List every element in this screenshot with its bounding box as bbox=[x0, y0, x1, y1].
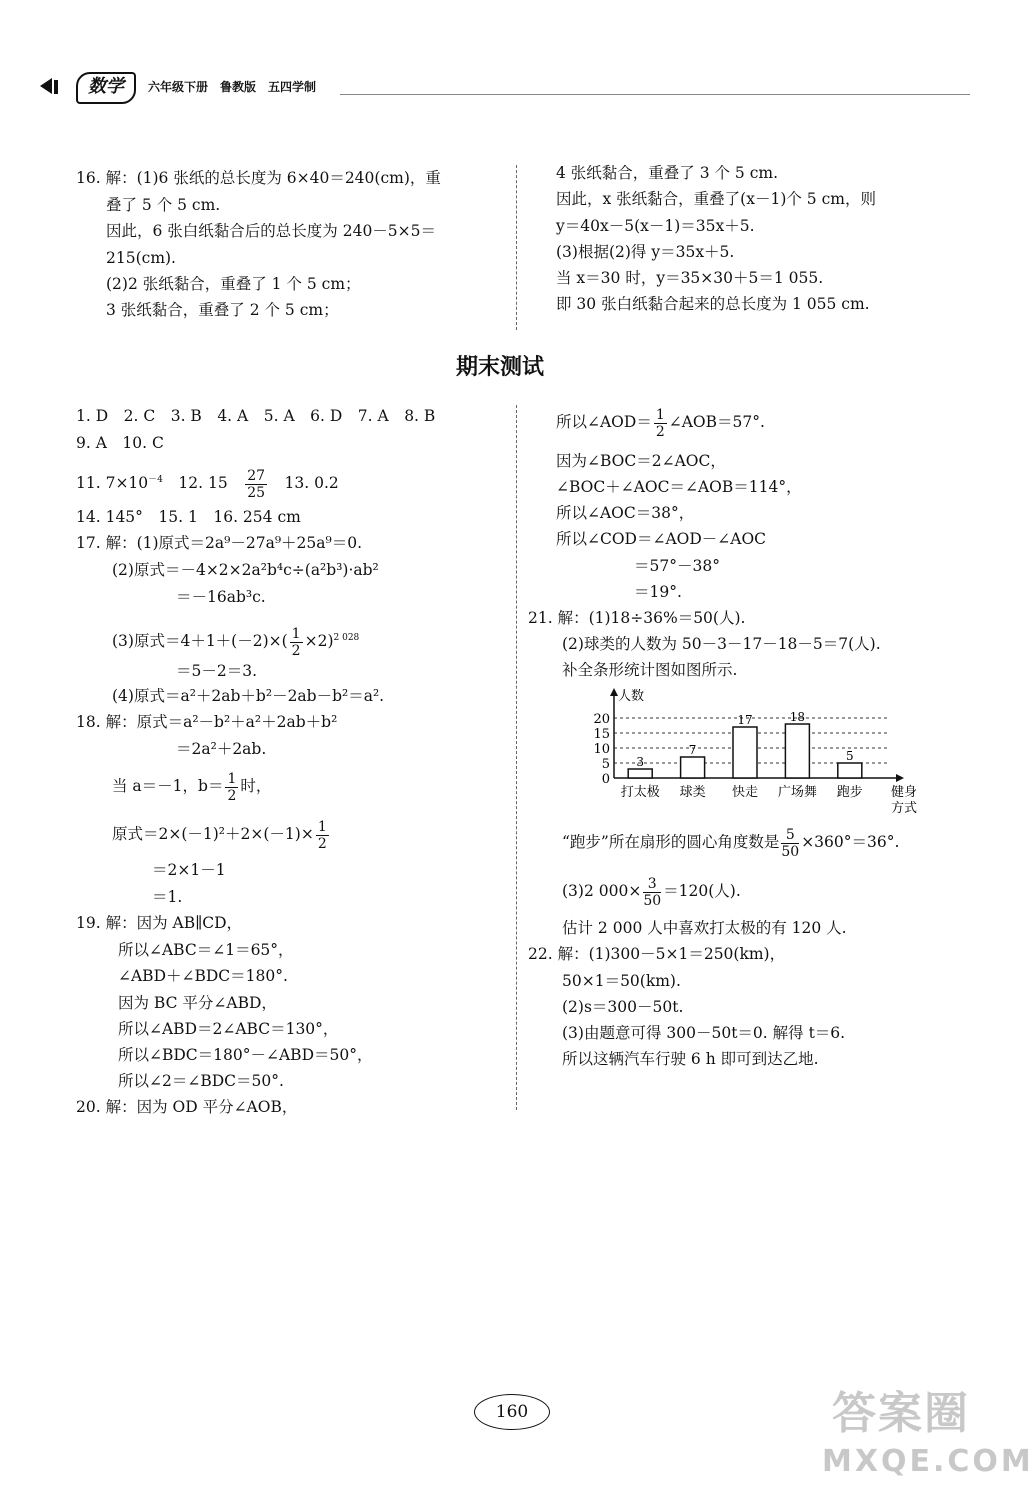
ans-11: 11. 7×10 bbox=[76, 474, 149, 493]
q16-line-4: 215(cm). bbox=[106, 249, 176, 267]
fraction-den: 2 bbox=[317, 835, 327, 852]
y-axis-label: 人数 bbox=[618, 689, 645, 704]
q17-3-b: ×2) bbox=[304, 632, 334, 651]
q20-r1 bbox=[556, 402, 765, 442]
bar bbox=[681, 757, 705, 778]
bar-value-label: 3 bbox=[636, 755, 645, 769]
bar-value-label: 7 bbox=[688, 743, 697, 757]
category-label: 跑步 bbox=[836, 785, 863, 800]
q21-r5 bbox=[562, 871, 741, 911]
q17-3-exp: 2 028 bbox=[333, 633, 360, 643]
q18-line-6: ＝1. bbox=[152, 888, 183, 906]
bar bbox=[785, 724, 809, 778]
category-label: 广场舞 bbox=[777, 785, 817, 800]
q16-line-6: 3 张纸黏合，重叠了 2 个 5 cm； bbox=[106, 301, 339, 319]
fraction bbox=[781, 827, 799, 860]
q17-line-6: (4)原式＝a²＋2ab＋b²－2ab－b²＝a². bbox=[112, 687, 385, 705]
page-header bbox=[40, 72, 940, 102]
book-info: 六年级下册 鲁教版 五四学制 bbox=[148, 80, 317, 94]
fraction-den: 50 bbox=[643, 892, 662, 909]
q22-r1: 22. 解：(1)300－5×1＝250(km)， bbox=[528, 945, 786, 963]
subject-logo: 数学 bbox=[76, 72, 136, 104]
q18-when: 当 a＝－1，b＝ bbox=[112, 777, 224, 795]
q17-line-1: 17. 解：(1)原式＝2a⁹－27a⁹＋25a⁹＝0. bbox=[76, 534, 362, 552]
fraction bbox=[316, 819, 329, 852]
fraction-num: 1 bbox=[227, 770, 237, 787]
q18-line-3 bbox=[112, 766, 271, 806]
q21-r2: (2)球类的人数为 50－3－17－18－5＝7(人). bbox=[562, 635, 881, 653]
fraction bbox=[643, 876, 661, 909]
q16-right-6: 即 30 张白纸黏合起来的总长度为 1 055 cm. bbox=[556, 295, 870, 313]
header-rule bbox=[340, 94, 970, 95]
q22-r2: 50×1＝50(km). bbox=[562, 972, 681, 990]
q17-line-5: ＝5－2＝3. bbox=[176, 662, 258, 680]
q16-right-4: (3)根据(2)得 y＝35x＋5. bbox=[556, 243, 735, 261]
q18-line-1: 18. 解：原式＝a²－b²＋a²＋2ab＋b² bbox=[76, 713, 338, 731]
fraction-den: 2 bbox=[655, 423, 665, 440]
x-axis-arrow bbox=[896, 774, 904, 782]
q20-r6: ＝57°－38° bbox=[634, 557, 720, 575]
q21-angle-text: “跑步”所在扇形的圆心角度数是 bbox=[562, 833, 780, 851]
q18-line-5: ＝2×1－1 bbox=[152, 861, 226, 879]
fraction-den: 2 bbox=[227, 787, 237, 804]
q16-line-1: 16. 解：(1)6 张纸的总长度为 6×40＝240(cm)，重 bbox=[76, 169, 441, 187]
fraction-den: 25 bbox=[247, 484, 266, 501]
fraction bbox=[290, 626, 303, 659]
bar-value-label: 18 bbox=[789, 710, 806, 724]
q20-r7: ＝19°. bbox=[634, 583, 682, 601]
x-axis-label: 方式 bbox=[890, 801, 918, 816]
q20-r4: 所以∠AOC＝38°， bbox=[556, 504, 695, 522]
fraction-num: 27 bbox=[247, 467, 266, 484]
fraction-num: 1 bbox=[655, 406, 665, 423]
q21-r6: 估计 2 000 人中喜欢打太极的有 120 人. bbox=[562, 919, 847, 937]
q19-line-2: 所以∠ABC＝∠1＝65°， bbox=[118, 941, 294, 959]
fraction-num: 5 bbox=[781, 827, 799, 844]
bar-chart bbox=[590, 680, 920, 820]
ans-11-exp: －4 bbox=[148, 475, 163, 485]
q16-right-1: 4 张纸黏合，重叠了 3 个 5 cm. bbox=[556, 164, 779, 182]
bar-icon bbox=[54, 80, 58, 94]
q21-r1: 21. 解：(1)18÷36%＝50(人). bbox=[528, 609, 746, 627]
q16-line-3: 因此，6 张白纸黏合后的总长度为 240－5×5＝ bbox=[106, 222, 437, 240]
y-tick-label: 20 bbox=[593, 712, 610, 727]
watermark-logo: 答案圈 bbox=[832, 1388, 970, 1439]
q20-line-1: 20. 解：因为 OD 平分∠AOB， bbox=[76, 1098, 298, 1116]
y-tick-label: 0 bbox=[601, 772, 610, 787]
bar bbox=[628, 769, 652, 778]
q21-est-result: ＝120(人). bbox=[663, 882, 741, 900]
q18-sub: 原式＝2×(－1)²＋2×(－1)× bbox=[112, 825, 314, 843]
fraction bbox=[225, 771, 238, 804]
q18-line-4 bbox=[112, 814, 331, 854]
q16-right-3: y＝40x－5(x－1)＝35x＋5. bbox=[556, 217, 755, 235]
q22-r5: 所以这辆汽车行驶 6 h 即可到达乙地. bbox=[562, 1050, 819, 1068]
q18-line-2: ＝2a²＋2ab. bbox=[176, 740, 267, 758]
bar bbox=[838, 763, 862, 778]
q16-right-2: 因此，x 张纸黏合，重叠了(x－1)个 5 cm，则 bbox=[556, 190, 876, 208]
bottom-column-divider bbox=[516, 405, 517, 1110]
fraction bbox=[654, 407, 667, 440]
q20-aod: 所以∠AOD＝ bbox=[556, 413, 652, 431]
fraction-num: 1 bbox=[317, 818, 327, 835]
q17-line-4 bbox=[112, 618, 359, 661]
q21-r4 bbox=[562, 822, 899, 862]
bar bbox=[733, 727, 757, 778]
answers-11-13 bbox=[76, 462, 339, 501]
page-number: 160 bbox=[474, 1394, 550, 1430]
q19-line-6: 所以∠BDC＝180°－∠ABD＝50°， bbox=[118, 1046, 373, 1064]
q16-right-5: 当 x＝30 时，y＝35×30＋5＝1 055. bbox=[556, 269, 824, 287]
bar-value-label: 5 bbox=[845, 749, 854, 763]
answers-14-16: 14. 145° 15. 1 16. 254 cm bbox=[76, 508, 301, 526]
q20-r2: 因为∠BOC＝2∠AOC， bbox=[556, 452, 726, 470]
q19-line-5: 所以∠ABD＝2∠ABC＝130°， bbox=[118, 1020, 339, 1038]
q21-angle-result: ×360°＝36°. bbox=[801, 833, 900, 851]
y-axis-arrow bbox=[610, 688, 618, 696]
answers-9-10: 9. A 10. C bbox=[76, 434, 164, 452]
category-label: 快走 bbox=[731, 785, 759, 800]
fraction-num: 3 bbox=[643, 876, 661, 893]
q19-line-7: 所以∠2＝∠BDC＝50°. bbox=[118, 1072, 284, 1090]
ans-13: 13. 0.2 bbox=[269, 474, 339, 493]
q20-aob: ∠AOB＝57°. bbox=[668, 413, 765, 431]
y-tick-label: 5 bbox=[601, 757, 610, 772]
section-title: 期末测试 bbox=[455, 355, 544, 380]
q19-line-4: 因为 BC 平分∠ABD， bbox=[118, 994, 277, 1012]
q18-when-end: 时， bbox=[240, 777, 272, 795]
q21-est: (3)2 000× bbox=[562, 882, 642, 900]
q17-line-3: ＝－16ab³c. bbox=[176, 588, 266, 606]
q20-r5: 所以∠COD＝∠AOD－∠AOC bbox=[556, 530, 767, 548]
fraction-den: 50 bbox=[781, 843, 800, 860]
x-axis-label: 健身 bbox=[890, 785, 918, 800]
q17-3-a: (3)原式＝4＋1＋(－2)×( bbox=[112, 632, 288, 651]
q22-r4: (3)由题意可得 300－50t＝0. 解得 t＝6. bbox=[562, 1024, 846, 1042]
top-column-divider bbox=[516, 165, 517, 330]
answers-1-8: 1. D 2. C 3. B 4. A 5. A 6. D 7. A 8. B bbox=[76, 407, 436, 425]
bar-value-label: 17 bbox=[737, 713, 753, 727]
arrow-icon bbox=[40, 78, 52, 94]
ans-12: 12. 15 bbox=[162, 474, 244, 493]
q19-line-1: 19. 解：因为 AB∥CD， bbox=[76, 914, 243, 932]
q17-line-2: (2)原式＝－4×2×2a²b⁴c÷(a²b³)·ab² bbox=[112, 561, 379, 579]
q19-line-3: ∠ABD＋∠BDC＝180°. bbox=[118, 967, 288, 985]
fraction-den: 2 bbox=[291, 642, 301, 659]
q16-line-2: 叠了 5 个 5 cm. bbox=[106, 196, 221, 214]
y-tick-label: 10 bbox=[593, 742, 610, 757]
category-label: 打太极 bbox=[620, 785, 660, 800]
q22-r3: (2)s＝300－50t. bbox=[562, 998, 684, 1016]
q16-line-5: (2)2 张纸黏合，重叠了 1 个 5 cm； bbox=[106, 275, 361, 293]
y-tick-label: 15 bbox=[593, 727, 610, 742]
category-label: 球类 bbox=[679, 785, 706, 800]
watermark-url: MXQE.COM bbox=[822, 1444, 1034, 1479]
fraction-num: 1 bbox=[291, 625, 301, 642]
fraction bbox=[245, 468, 267, 501]
q20-r3: ∠BOC＋∠AOC＝∠AOB＝114°， bbox=[556, 478, 802, 496]
q21-r3: 补全条形统计图如图所示. bbox=[562, 661, 738, 679]
